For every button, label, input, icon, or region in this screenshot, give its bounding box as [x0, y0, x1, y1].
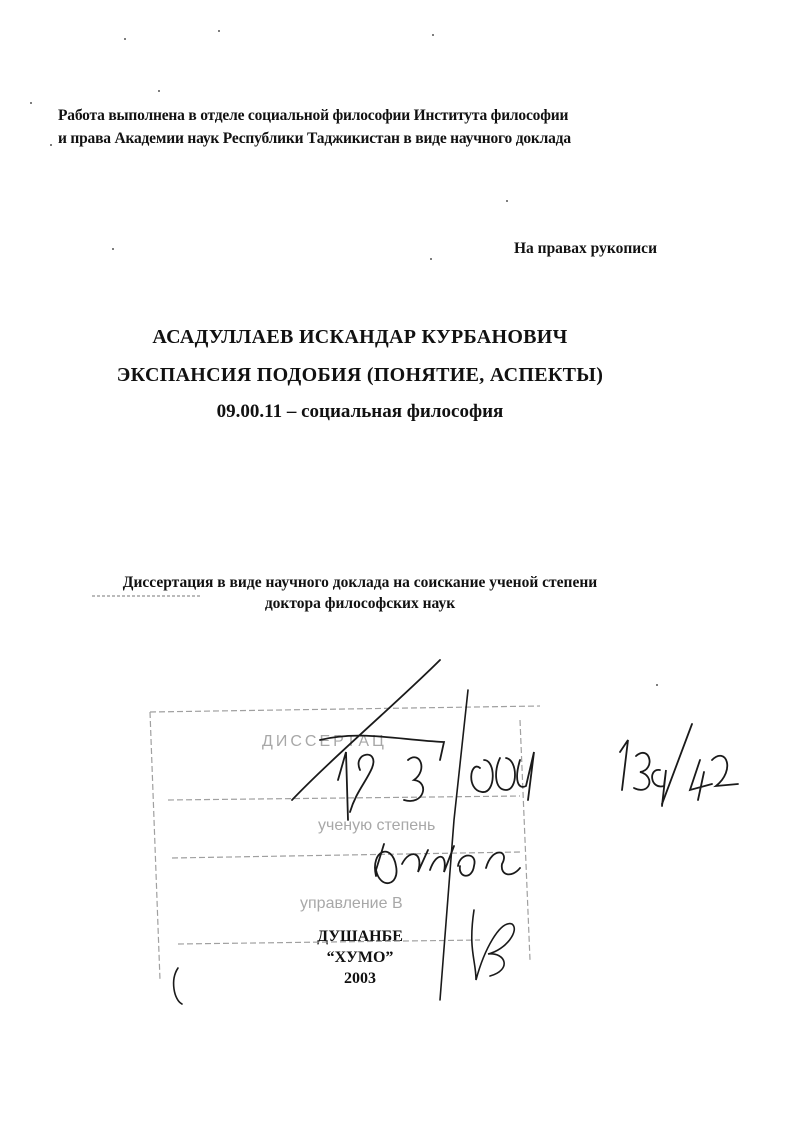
manuscript-note: На правах рукописи [513, 240, 657, 257]
stamp-fragment-1: ДИССЕРТАЦ [262, 733, 387, 750]
dissertation-line-2: доктора философских наук [264, 595, 456, 612]
stamp-fragment-2: ученую степень [318, 817, 436, 834]
stamp-fragment-3: управление В [300, 895, 403, 912]
header-line-1: Работа выполнена в отделе социальной философии Института философии [58, 107, 569, 124]
handwritten-word [375, 844, 520, 883]
dissertation-title: ЭКСПАНСИЯ ПОДОБИЯ (ПОНЯТИЕ, АСПЕКТЫ) [116, 364, 604, 386]
specialty-code: 09.00.11 – социальная философия [216, 401, 504, 422]
imprint-city: ДУШАНБЕ [317, 928, 403, 945]
handwritten-reference [620, 724, 738, 806]
imprint-publisher: “ХУМО” [326, 949, 394, 966]
dissertation-line-1: Диссертация в виде научного доклада на соискание ученой степени [122, 574, 598, 591]
header-line-2: и права Академии наук Республики Таджикистан в виде научного доклада [58, 130, 571, 147]
author-name: АСАДУЛЛАЕВ ИСКАНДАР КУРБАНОВИЧ [152, 326, 568, 348]
imprint-year: 2003 [344, 970, 376, 987]
